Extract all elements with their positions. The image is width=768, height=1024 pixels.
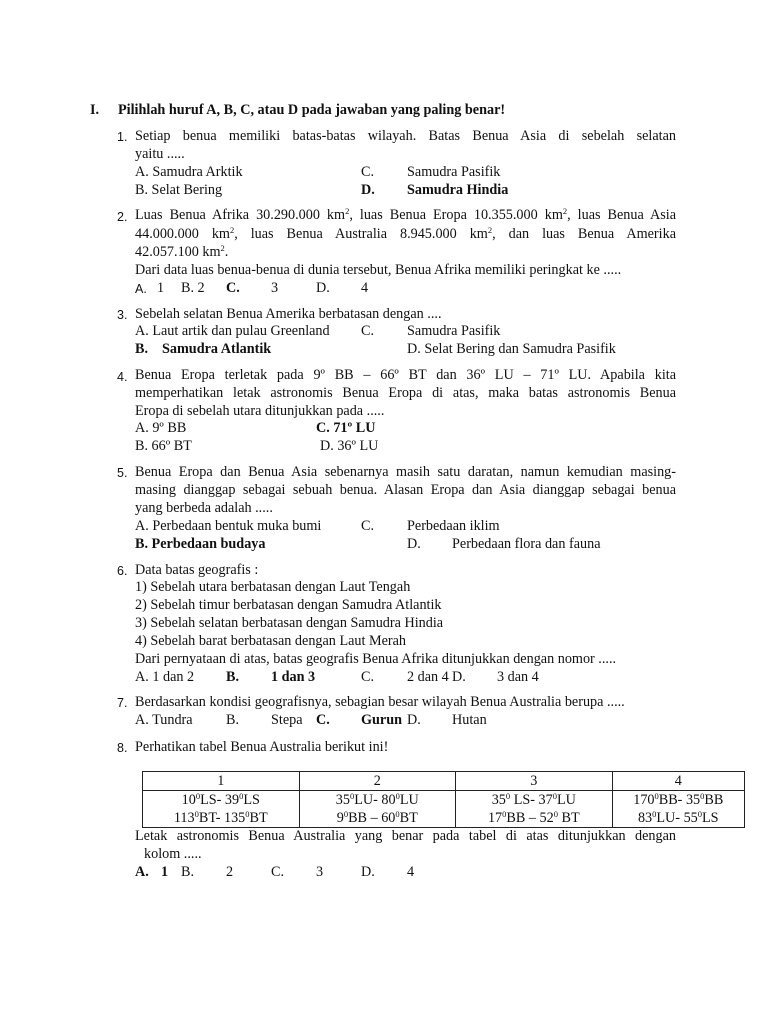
question-8-text: Perhatikan tabel Benua Australia berikut ini! — [135, 739, 389, 755]
q4-option-a: A. 9º BB — [135, 420, 187, 436]
q8-option-b: 2 — [226, 864, 234, 880]
q4-option-c: C. 71º LU — [316, 420, 376, 436]
q2-option-c: 3 — [271, 280, 279, 296]
q8-option-b-label: B. — [181, 864, 195, 880]
q3-option-b-label: B. — [135, 341, 149, 357]
q1-option-c: Samudra Pasifik — [407, 164, 501, 180]
table-row — [143, 791, 745, 828]
question-2-number: 2. — [117, 210, 128, 224]
q8-option-d-label: D. — [361, 864, 375, 880]
q1-option-d: Samudra Hindia — [407, 182, 509, 198]
q1-option-c-label: C. — [361, 164, 375, 180]
question-6-text: Data batas geografis : — [135, 562, 259, 578]
question-4-line-3: Eropa di sebelah utara ditunjukkan pada ..... — [135, 403, 385, 419]
q7-option-c: Gurun — [361, 712, 403, 728]
table-cell: $10^0LS-$ $39^0LS$ $113^0BT-$ $135^0BT$ — [143, 791, 300, 828]
q5-option-b: B. Perbedaan budaya — [135, 536, 266, 552]
q7-option-a: A. Tundra — [135, 712, 193, 728]
q8-option-c-label: C. — [271, 864, 285, 880]
table-header-cell: 2 — [299, 772, 456, 791]
question-5-line-1: Benua Eropa dan Benua Asia sebenarnya masih satu daratan, namun kemudian masing- — [135, 464, 676, 480]
question-3-text: Sebelah selatan Benua Amerika berbatasan dengan .... — [135, 306, 442, 322]
table-header-row — [143, 772, 745, 791]
q1-option-a: A. Samudra Arktik — [135, 164, 243, 180]
question-3-number: 3. — [117, 308, 128, 322]
q3-option-c-label: C. — [361, 323, 375, 339]
q6-option-b: 1 dan 3 — [271, 669, 316, 685]
table-header-cell: 4 — [612, 772, 744, 791]
australia-coordinates-table — [142, 771, 745, 828]
q3-option-a: A. Laut artik dan pulau Greenland — [135, 323, 330, 339]
q2-option-d: 4 — [361, 280, 369, 296]
q8-option-a: 1 — [161, 864, 169, 880]
section-numeral: I. — [90, 102, 100, 118]
table-cell: $170^0BB-$ $35^0BB$ $83^0LU-$ $55^0LS$ — [612, 791, 744, 828]
table-header-cell: 1 — [143, 772, 300, 791]
q2-option-a: 1 — [157, 280, 165, 296]
q5-option-d: Perbedaan flora dan fauna — [452, 536, 601, 552]
q8-option-a-label: A. — [135, 864, 149, 880]
question-1-text: Setiap benua memiliki batas-batas wilayah. Batas Benua Asia di sebelah selatan — [135, 128, 676, 144]
question-4-line-1: Benua Eropa terletak pada 9º BB – 66º BT dan 36º LU – 71º LU. Apabila kita — [135, 367, 676, 383]
q7-option-b-label: B. — [226, 712, 240, 728]
question-6-prompt: Dari pernyataan di atas, batas geografis Benua Afrika ditunjukkan dengan nomor ..... — [135, 651, 617, 667]
question-1-text-cont: yaitu ..... — [135, 146, 185, 162]
section-instruction: Pilihlah huruf A, B, C, atau D pada jawaban yang paling benar! — [118, 102, 506, 118]
q2-option-a-label: A. — [135, 282, 147, 296]
q3-option-b: Samudra Atlantik — [162, 341, 272, 357]
q5-option-c: Perbedaan iklim — [407, 518, 500, 534]
q6-option-c: 2 dan 4 — [407, 669, 449, 685]
q5-option-c-label: C. — [361, 518, 375, 534]
question-2-line-1: Luas Benua Afrika 30.290.000 $km^2$, luas Benua Eropa 10.355.000 $km^2$, luas Benua Asia — [135, 206, 676, 223]
q2-option-c-label: C. — [226, 280, 240, 296]
q1-option-b: B. Selat Bering — [135, 182, 223, 198]
q4-option-b: B. 66º BT — [135, 438, 192, 454]
q6-statement-4: 4) Sebelah barat berbatasan dengan Laut Merah — [135, 633, 407, 649]
q6-option-b-label: B. — [226, 669, 240, 685]
q6-option-d-label: D. — [452, 669, 466, 685]
question-5-number: 5. — [117, 466, 128, 480]
q6-statement-1: 1) Sebelah utara berbatasan dengan Laut Tengah — [135, 579, 411, 595]
question-5-line-2: masing dianggap sebagai sebuah benua. Alasan Eropa dan Asia dianggap sebagai benua — [135, 482, 676, 498]
table-cell: $35^0$ LS- $37^0LU$ $17^0BB - 52^0$ BT — [456, 791, 613, 828]
question-6-number: 6. — [117, 564, 128, 578]
q6-option-d: 3 dan 4 — [497, 669, 539, 685]
q7-option-d-label: D. — [407, 712, 421, 728]
question-8-prompt: Letak astronomis Benua Australia yang benar pada tabel di atas ditunjukkan dengan — [135, 828, 676, 844]
question-4-line-2: memperhatikan letak astronomis Benua Eropa di atas, maka batas astronomis Benua — [135, 385, 676, 401]
question-2-line-2: 44.000.000 $km^2$, luas Benua Australia 8.945.000 $km^2$, dan luas Benua Amerika — [135, 225, 676, 242]
question-5-line-3: yang berbeda adalah ..... — [135, 500, 273, 516]
q7-option-d: Hutan — [452, 712, 487, 728]
q5-option-d-label: D. — [407, 536, 421, 552]
table-cell: $35^0LU-$ $80^0LU$ $9^0BB - 60^0BT$ — [299, 791, 456, 828]
q8-option-d: 4 — [407, 864, 415, 880]
q3-option-d: D. Selat Bering dan Samudra Pasifik — [407, 341, 616, 357]
question-1-number: 1. — [117, 130, 128, 144]
q3-option-c: Samudra Pasifik — [407, 323, 501, 339]
q6-statement-2: 2) Sebelah timur berbatasan dengan Samudra Atlantik — [135, 597, 442, 613]
question-7-number: 7. — [117, 696, 128, 710]
q2-option-b: B. 2 — [181, 280, 205, 296]
q1-option-d-label: D. — [361, 182, 375, 198]
q4-option-d: D. 36º LU — [320, 438, 379, 454]
question-2-line-4: Dari data luas benua-benua di dunia tersebut, Benua Afrika memiliki peringkat ke ..... — [135, 262, 622, 278]
q2-option-d-label: D. — [316, 280, 330, 296]
question-2-line-3: 42.057.100 $km^2$. — [135, 243, 229, 260]
question-4-number: 4. — [117, 370, 128, 384]
q7-option-b: Stepa — [271, 712, 303, 728]
q6-option-a: A. 1 dan 2 — [135, 669, 195, 685]
q6-option-c-label: C. — [361, 669, 375, 685]
q7-option-c-label: C. — [316, 712, 330, 728]
q6-statement-3: 3) Sebelah selatan berbatasan dengan Samudra Hindia — [135, 615, 444, 631]
q5-option-a: A. Perbedaan bentuk muka bumi — [135, 518, 322, 534]
question-8-number: 8. — [117, 741, 128, 755]
table-header-cell: 3 — [456, 772, 613, 791]
question-8-prompt-cont: kolom ..... — [144, 846, 202, 862]
question-7-text: Berdasarkan kondisi geografisnya, sebagian besar wilayah Benua Australia berupa ..... — [135, 694, 625, 710]
q8-option-c: 3 — [316, 864, 324, 880]
